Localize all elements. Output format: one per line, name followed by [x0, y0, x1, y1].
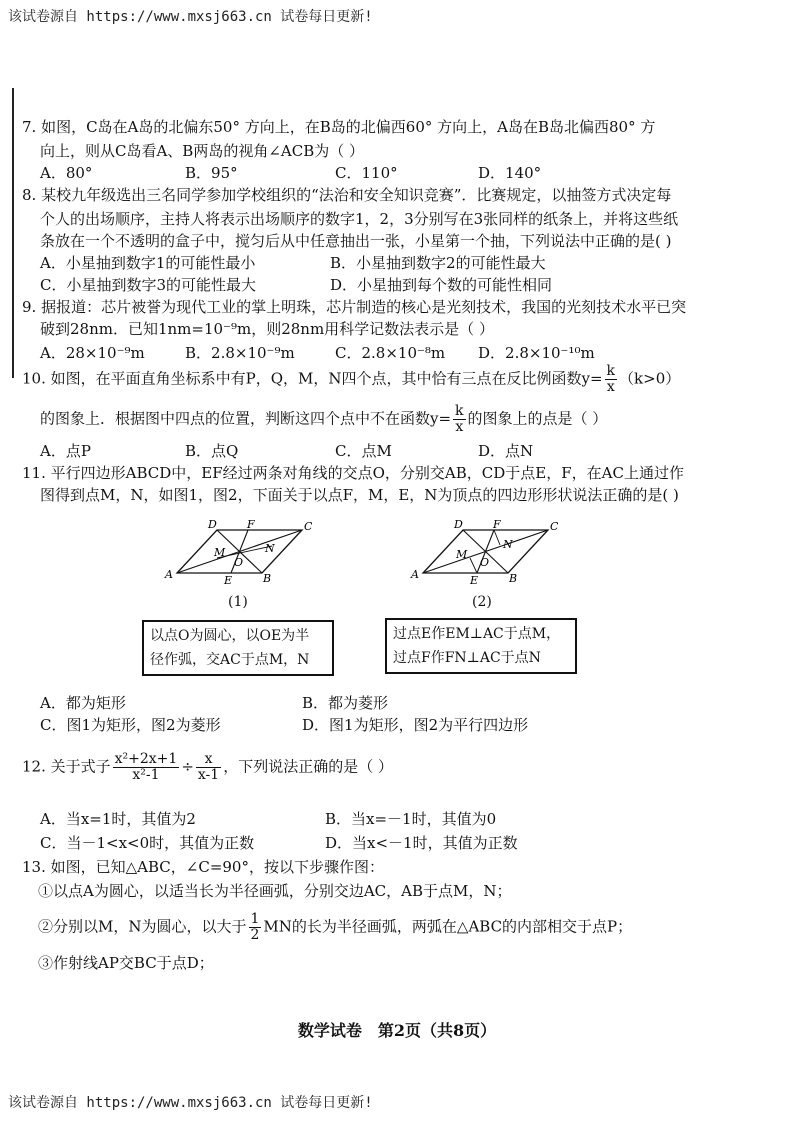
- q12-divide-sign: ÷: [181, 757, 194, 776]
- header-watermark: 该试卷源自 https://www.mxsj663.cn 试卷每日更新!: [8, 9, 373, 25]
- q11-method-box-1: [142, 620, 334, 676]
- fig2-label-e: E: [470, 574, 479, 586]
- q8-option-b: B．小星抽到数字2的可能性最大: [330, 254, 546, 272]
- q10-line2: [40, 404, 607, 435]
- box2-line1: 过点E作EM⊥AC于点M，: [393, 626, 561, 642]
- box1-line2: 径作弧，交AC于点M，N: [150, 652, 310, 668]
- q13-step3: ③作射线AP交BC于点D；: [38, 954, 214, 972]
- fig2-label-c: C: [550, 520, 558, 533]
- fig2-label-b: B: [509, 572, 518, 585]
- q7-option-a: A．80°: [40, 164, 93, 182]
- fig1-label-c: C: [304, 520, 312, 533]
- fig2-label-o: O: [480, 556, 490, 569]
- q11-figure-1: [162, 518, 312, 586]
- fig1-label-m: M: [214, 546, 226, 559]
- box2-line2: 过点F作FN⊥AC于点N: [393, 650, 541, 666]
- q13-step2-text: ②分别以M，N为圆心，以大于: [38, 917, 247, 936]
- fig2-label-n: N: [503, 538, 513, 551]
- q12-fraction-2: $\frac{x}{x-1}$: [197, 751, 220, 783]
- page-footer: 数学试卷 第2页（共8页）: [297, 1021, 497, 1040]
- q10-line1-text: 10. 如图，在平面直角坐标系中有P，Q，M，N四个点，其中恰有三点在反比例函数y=: [22, 369, 603, 388]
- q11-method-box-2: [385, 618, 577, 674]
- q7-option-c: C．110°: [335, 164, 398, 182]
- q8-option-c: C．小星抽到数字3的可能性最大: [40, 276, 257, 294]
- q12-option-a: A．当x=1时，其值为2: [40, 810, 196, 828]
- q13-step2-tail: MN的长为半径画弧，两弧在△ABC的内部相交于点P；: [263, 917, 633, 936]
- fig2-label-d: D: [454, 518, 463, 531]
- fig1-label-e: E: [224, 574, 233, 586]
- q8-line2: 个人的出场顺序，主持人将表示出场顺序的数字1，2，3分别写在3张同样的纸条上，并将这些纸: [40, 210, 679, 228]
- q8-option-d: D．小星抽到每个数的可能性相同: [330, 276, 553, 294]
- fig1-label-a: A: [165, 568, 173, 581]
- fig1-label-d: D: [208, 518, 217, 531]
- q12-fraction-1: $\frac{\text{x²+2x+1}}{\text{x²-1}}$: [114, 751, 178, 783]
- q10-option-c: C．点M: [335, 442, 392, 460]
- q12-tail: ，下列说法正确的是（ ）: [223, 757, 393, 776]
- fig1-label-b: B: [263, 572, 272, 585]
- q10-line1-tail: （k>0）: [619, 369, 681, 388]
- q11-option-d: D．图1为矩形，图2为平行四边形: [302, 716, 529, 734]
- q9-option-b: B．2.8×10⁻⁹m: [185, 344, 295, 362]
- q7-line2: 向上，则从C岛看A、B两岛的视角∠ACB为（ ）: [40, 142, 365, 160]
- q9-line2: 破到28nm．已知1nm=10⁻⁹m，则28nm用科学记数法表示是（ ）: [40, 320, 494, 338]
- q13-step2: [38, 912, 632, 943]
- q12-option-c: C．当－1<x<0时，其值为正数: [40, 834, 255, 852]
- fig2-label-a: A: [411, 568, 419, 581]
- q11-option-b: B．都为菱形: [302, 694, 389, 712]
- q10-line2-text: 的图象上．根据图中四点的位置，判断这四个点中不在函数y=: [40, 409, 452, 428]
- q9-line1: 9. 据报道：芯片被誉为现代工业的掌上明珠，芯片制造的核心是光刻技术，我国的光刻技术水平已突: [22, 298, 687, 316]
- q13-line1: 13. 如图，已知△ABC，∠C=90°，按以下步骤作图：: [22, 858, 384, 876]
- q13-fraction: $\frac{1}{2}$: [250, 911, 260, 943]
- q11-option-c: C．图1为矩形，图2为菱形: [40, 716, 221, 734]
- fig2-label-f: F: [493, 518, 501, 531]
- margin-line: [12, 88, 14, 378]
- q12-text: 12. 关于式子: [22, 757, 111, 776]
- fig2-label-m: M: [456, 548, 468, 561]
- q13-step1: ①以点A为圆心，以适当长为半径画弧，分别交边AC，AB于点M，N；: [38, 882, 512, 900]
- q10-fraction-2: $\frac{k}{x}$: [455, 403, 464, 435]
- q12-option-d: D．当x<－1时，其值为正数: [325, 834, 518, 852]
- q10-fraction-1: $\frac{k}{x}$: [606, 363, 616, 395]
- q10-option-a: A．点P: [40, 442, 91, 460]
- q7-option-b: B．95°: [185, 164, 238, 182]
- q10-option-b: B．点Q: [185, 442, 239, 460]
- fig2-caption: (2): [472, 594, 492, 610]
- q8-line1: 8. 某校九年级选出三名同学参加学校组织的“法治和安全知识竞赛”．比赛规定，以抽签方式决定每: [22, 186, 672, 204]
- q9-option-c: C．2.8×10⁻⁸m: [335, 344, 446, 362]
- q8-line3: 条放在一个不透明的盒子中，搅匀后从中任意抽出一张，小星第一个抽，下列说法中正确的是( ): [40, 232, 672, 250]
- box1-line1: 以点O为圆心，以OE为半: [150, 628, 310, 644]
- fig1-label-o: O: [234, 556, 244, 569]
- footer-watermark: 该试卷源自 https://www.mxsj663.cn 试卷每日更新!: [8, 1095, 373, 1111]
- q11-line2: 图得到点M，N，如图1，图2，下面关于以点F，M，E，N为顶点的四边形形状说法正确的是( ): [40, 486, 679, 504]
- q10-option-d: D．点N: [478, 442, 534, 460]
- q11-option-a: A．都为矩形: [40, 694, 126, 712]
- q7-option-d: D．140°: [478, 164, 542, 182]
- q12-line: [22, 752, 393, 783]
- q10-line2-tail: 的图象上的点是（ ）: [467, 409, 608, 428]
- fig1-caption: (1): [228, 594, 248, 610]
- q9-option-a: A．28×10⁻⁹m: [40, 344, 145, 362]
- fig1-label-n: N: [265, 542, 275, 555]
- q11-line1: 11. 平行四边形ABCD中，EF经过两条对角线的交点O，分别交AB，CD于点E，F，在AC上通过作: [22, 464, 684, 482]
- q12-option-b: B．当x=－1时，其值为0: [325, 810, 497, 828]
- fig1-label-f: F: [247, 518, 255, 531]
- q10-line1: [22, 364, 680, 395]
- q7-line1: 7. 如图，C岛在A岛的北偏东50° 方向上，在B岛的北偏西60° 方向上，A岛在B岛北偏西80° 方: [22, 118, 656, 136]
- q8-option-a: A．小星抽到数字1的可能性最小: [40, 254, 256, 272]
- q11-figure-2: [408, 518, 558, 586]
- q9-option-d: D．2.8×10⁻¹⁰m: [478, 344, 595, 362]
